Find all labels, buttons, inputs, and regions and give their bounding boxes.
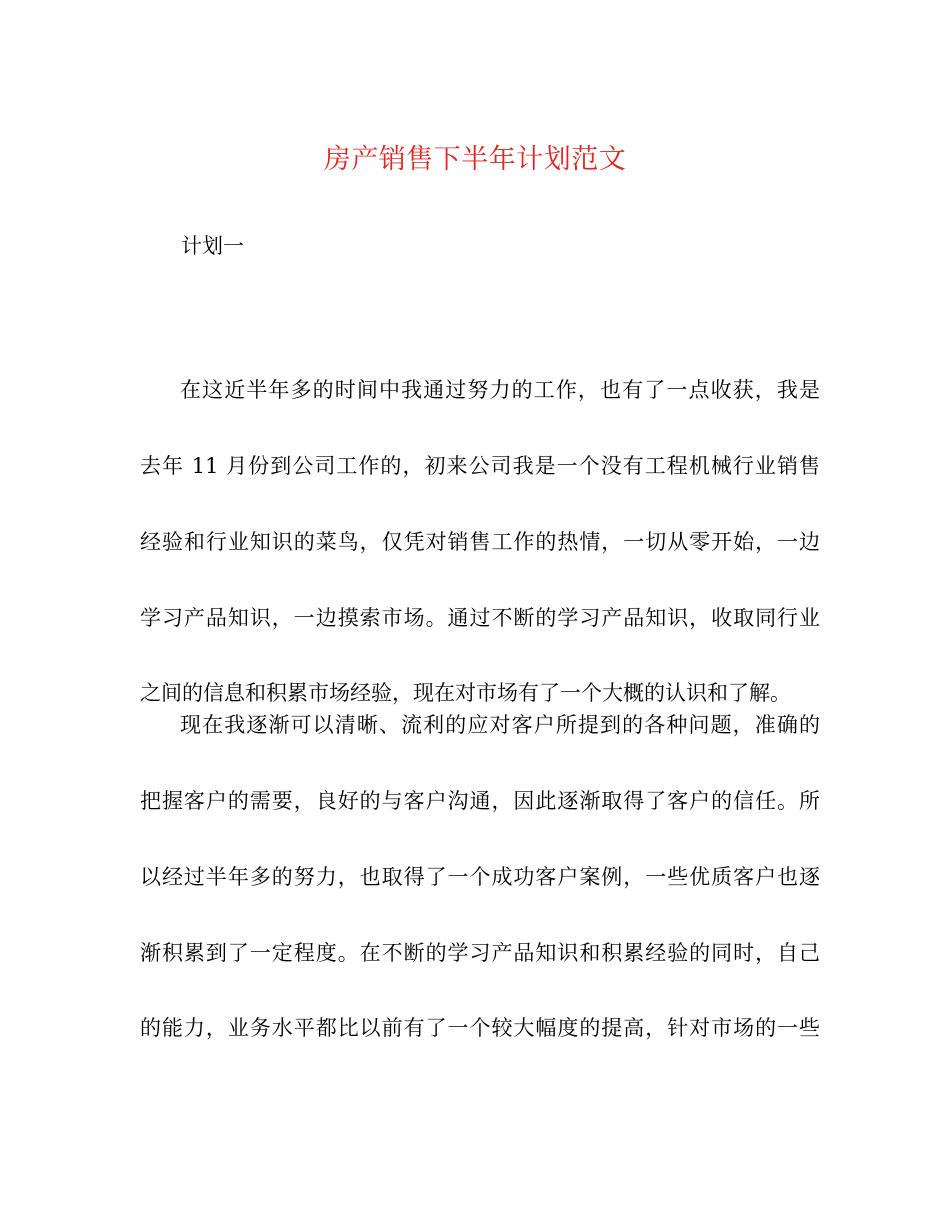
paragraph-2-line: 以经过半年多的努力，也取得了一个成功客户案例，一些优质客户也逐 bbox=[140, 865, 820, 889]
paragraph-1-line: 经验和行业知识的菜鸟，仅凭对销售工作的热情，一切从零开始，一边 bbox=[140, 530, 820, 554]
paragraph-2-line: 把握客户的需要，良好的与客户沟通，因此逐渐取得了客户的信任。所 bbox=[140, 789, 820, 813]
paragraph-1-line: 在这近半年多的时间中我通过努力的工作，也有了一点收获，我是 bbox=[180, 378, 820, 402]
paragraph-2-line: 的能力，业务水平都比以前有了一个较大幅度的提高，针对市场的一些 bbox=[140, 1016, 820, 1040]
section-heading: 计划一 bbox=[181, 234, 244, 258]
paragraph-2-line: 现在我逐渐可以清晰、流利的应对客户所提到的各种问题，准确的 bbox=[180, 713, 820, 737]
paragraph-1-line: 之间的信息和积累市场经验，现在对市场有了一个大概的认识和了解。 bbox=[140, 681, 791, 705]
paragraph-2-line: 渐积累到了一定程度。在不断的学习产品知识和积累经验的同时，自己 bbox=[140, 941, 820, 965]
paragraph-1-line: 去年 11 月份到公司工作的，初来公司我是一个没有工程机械行业销售 bbox=[140, 454, 820, 478]
paragraph-2 bbox=[140, 707, 820, 1067]
paragraph-1 bbox=[140, 372, 820, 732]
paragraph-1-line: 学习产品知识，一边摸索市场。通过不断的学习产品知识，收取同行业 bbox=[140, 606, 820, 630]
document-title: 房产销售下半年计划范文 bbox=[323, 144, 627, 175]
